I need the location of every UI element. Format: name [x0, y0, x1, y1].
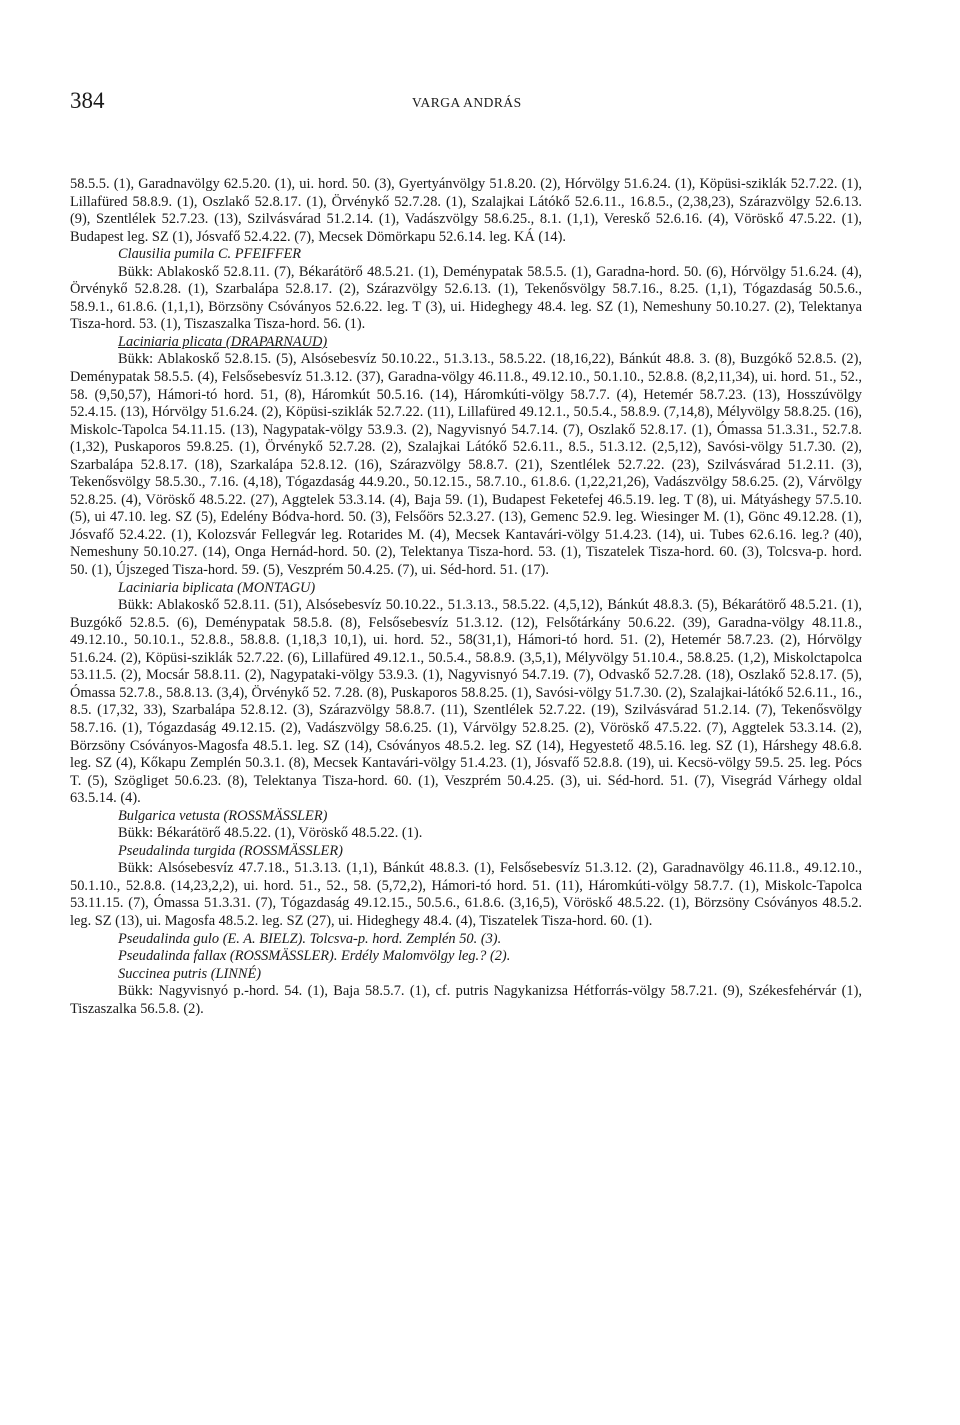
- species-heading: Laciniaria biplicata (MONTAGU): [118, 579, 316, 596]
- page-header: [70, 88, 870, 128]
- locality-paragraph: Bükk: Ablakoskő 52.8.15. (5), Alsósebesvíz 50.10.22., 51.3.13., 58.5.22. (18,16,22), Bánkút 48.8. 3. (8), Buzgókő 52.8.5. (2), Deménypatak 58.5.5. (4), Felsősebesvíz 51.3.12. (37), Garadna-völgy 46.11.8., 49.12.10., 50.1.10., 52.8.8. (8,2,11,34), ui. hord. 51., 52., 58. (9,50,57), Hámori-tó hord. 51, (8), Háromkút 50.5.16. (14), Háromkúti-völgy 58.7.7. (4), Hetemér 58.7.23. (13), Hosszúvölgy 52.4.15. (13), Hórvölgy 51.6.24. (2), Köpüsi-sziklák 52.7.22. (11), Lillafüred 49.12.1., 50.5.4., 58.8.9. (7,14,8), Mélyvölgy 58.8.25. (16), Miskolc-Tapolca 54.11.15. (13), Nagypatak-völgy 53.9.3. (2), Nagyvisnyó 54.7.14. (7), Oszlakő 52.8.17. (1), Ómassa 51.3.31., 52.7.8. (1,32), Puskaporos 59.8.25. (1), Örvénykő 52.7.28. (2), Szalajkai Látókő 52.6.11., 8.5., 51.3.12. (2,5,12), Savósi-völgy 51.7.30. (2), Szarbalápa 52.8.17. (18), Szarkalápa 52.8.12. (16), Szárazvölgy 58.8.7. (21), Szentlélek 52.7.22. (23), Szilvásvárad 51.2.11. (3), Tekenősvölgy 58.5.30., 7.16. (4,18), Tógazdaság 44.9.20., 50.12.15., 58.7.10., 61.8.6. (1,22,21,26), Vadászvölgy 58.6.25. (2), Várvölgy 52.8.25. (4), Vöröskő 48.5.22. (27), Aggtelek 53.3.14. (4), Baja 59. (1), Budapest Feketefej 46.5.19. leg. T (8), ui. Mátyáshegy 57.5.10. (5), ui 47.10. leg. SZ (5), Edelény Bódva-hord. 50. (3), Felsőörs 52.3.27. (13), Gemenc 52.9. leg. Wiesinger M. (1), Gönc 49.12.28. (1), Jósvafő 52.4.22. (1), Kolozsvár Fellegvár leg. Rotarides M. (4), Mecsek Kantavári-völgy 51.4.23. (14), ui. Tubes 62.6.16. leg.? (40), Nemeshuny 50.10.27. (14), Onga Hernád-hord. 50. (2), Telektanya Tisza-hord. 53. (1), Tiszatelek Tisza-hord. 60. (3), Tolcsva-p. hord. 50. (1), Újszeged Tisza-hord. 59. (5), Veszprém 50.4.25. (7), ui. Séd-hord. 51. (17).: [70, 351, 862, 579]
- species-heading: Pseudalinda fallax (ROSSMÄSSLER). Erdély Malomvölgy leg.? (2).: [118, 948, 511, 965]
- page-body: [70, 176, 862, 1018]
- running-title: VARGA ANDRÁS: [412, 95, 522, 110]
- species-heading: Pseudalinda gulo (E. A. BIELZ). Tolcsva-p. hord. Zemplén 50. (3).: [118, 930, 502, 947]
- body-paragraph: 58.5.5. (1), Garadnavölgy 62.5.20. (1), ui. hord. 50. (3), Gyertyánvölgy 51.8.20. (2), Hórvölgy 51.6.24. (1), Köpüsi-sziklák 52.7.22. (1), Lillafüred 58.8.9. (1), Oszlakő 52.8.17. (1), Örvénykő 52.7.28. (1), Szalajkai Látókő 52.6.11., 16.8.5., (2,38,23), Szárazvölgy 52.6.13. (9), Szentlélek 52.7.23. (13), Szilvásvárad 51.2.14. (1), Vadászvölgy 58.6.25., 8.1. (1,1), Vereskő 52.6.16. (4), Vöröskő 47.5.22. (1), Budapest leg. SZ (1), Jósvafő 52.4.22. (7), Mecsek Dömörkapu 52.6.14. leg. KÁ (14).: [70, 176, 862, 245]
- species-heading: Clausilia pumila C. PFEIFFER: [118, 246, 302, 263]
- locality-paragraph: Bükk: Ablakoskő 52.8.11. (7), Békarátörő 48.5.21. (1), Deménypatak 58.5.5. (1), Garadna-hord. 50. (6), Hórvölgy 51.6.24. (4), Örvénykő 52.8.28. (1), Szarbalápa 52.8.17. (2), Szárazvölgy 52.6.13. (1), Tekenősvölgy 58.7.16., 8.25. (1,1), Tógazdaság 50.5.6., 58.9.1., 61.8.6. (1,1,1), Börzsöny Csóványos 52.6.22. leg. T (3), ui. Hideghegy 48.4. leg. SZ (1), Nemeshuny 50.10.27. (2), Telektanya Tisza-hord. 53. (1), Tiszaszalka Tisza-hord. 56. (1).: [70, 263, 862, 333]
- species-heading: Laciniaria plicata (DRAPARNAUD): [118, 333, 328, 350]
- species-heading: Bulgarica vetusta (ROSSMÄSSLER): [118, 807, 328, 824]
- locality-paragraph: Bükk: Ablakoskő 52.8.11. (51), Alsósebesvíz 50.10.22., 51.3.13., 58.5.22. (4,5,12), Bánkút 48.8.3. (5), Békarátörő 48.5.21. (1), Buzgókő 52.8.5. (6), Deménypatak 58.5.8. (8), Felsősebesvíz 51.3.12. (12), Felsőtárkány 50.6.22. (39), Garadna-völgy 48.11.8., 49.12.10., 50.10.1., 52.8.8., 58.8.8. (1,18,3 10,1), ui. hord. 52., 58(31,1), Hámori-tó hord. 51. (2), Hetemér 58.7.23. (2), Hórvölgy 51.6.24. (2), Köpüsi-sziklák 52.7.22. (6), Lillafüred 49.12.1., 50.5.4., 58.8.9. (3,5,1), Mélyvölgy 51.10.4., 58.8.25. (1,2), Miskolctapolca 53.11.5. (2), Mocsár 58.8.11. (2), Nagypataki-völgy 53.9.3. (1), Nagyvisnyó 54.7.19. (7), Odvaskő 52.7.28. (18), Oszlakő 52.8.17. (5), Ómassa 52.7.8., 58.8.13. (3,4), Örvénykő 52. 7.28. (8), Puskaporos 58.8.25. (1), Savósi-völgy 51.7.30. (2), Szalajkai-látókő 52.6.11., 16., 8.5. (17,32, 33), Szarbalápa 52.8.12. (3), Szárazvölgy 58.8.7. (11), Szentlélek 52.7.22. (19), Szilvásvárad 51.2.14. (7), Tekenősvölgy 58.7.16. (1), Tógazdaság 49.12.15. (2), Vadászvölgy 58.6.25. (1), Várvölgy 52.8.25. (2), Vöröskő 47.5.22. (7), Aggtelek 53.3.14. (2), Börzsöny Csóványos-Magosfa 48.5.1. leg. SZ (14), Csóványos 48.5.2. leg. SZ (14), Hegyestető 48.5.16. leg. SZ (1), Hárshegy 48.6.8. leg. SZ (4), Kőkapu Zemplén 50.3.1. (8), Mecsek Kantavári-völgy 51.4.23. (1), Jósvafő 52.8.8. (19), ui. Kecsö-völgy 59.5. 25. leg. Pócs T. (5), Szögliget 50.6.23. (8), Telektanya Tisza-hord. 60. (1), Veszprém 50.4.25. (3), ui. Séd-hord. 51. (7), Visegrád Várhegy oldal 63.5.14. (4).: [70, 597, 862, 807]
- page-number: 384: [70, 88, 105, 113]
- locality-paragraph: Bükk: Alsósebesvíz 47.7.18., 51.3.13. (1,1), Bánkút 48.8.3. (1), Felsősebesvíz 51.3.12. (2), Garadnavölgy 46.11.8., 49.12.10., 50.1.10., 52.8.8. (14,23,2,2), ui. hord. 51., 52., 58. (5,72,2), Hámori-tó hord. 51. (11), Háromkúti-völgy 58.7.7. (1), Miskolc-Tapolca 53.11.15. (7), Ómassa 51.3.31. (7), Tógazdaság 49.12.15., 50.5.6., 61.8.6. (3,16,5), Vöröskő 48.5.22. (1), Börzsöny Csóványos 48.5.2. leg. SZ (13), ui. Magosfa 48.5.2. leg. SZ (27), ui. Hideghegy 48.4. (4), Tiszatelek Tisza-hord. 60. (1).: [70, 860, 862, 929]
- locality-paragraph: Bükk: Nagyvisnyó p.-hord. 54. (1), Baja 58.5.7. (1), cf. putris Nagykanizsa Hétforrás-völgy 58.7.21. (9), Székesfehérvár (1), Tiszaszalka 56.5.8. (2).: [70, 983, 862, 1017]
- species-heading: Succinea putris (LINNÉ): [118, 965, 262, 982]
- locality-paragraph: Bükk: Békarátörő 48.5.22. (1), Vöröskő 48.5.22. (1).: [118, 825, 423, 842]
- species-heading: Pseudalinda turgida (ROSSMÄSSLER): [118, 842, 343, 859]
